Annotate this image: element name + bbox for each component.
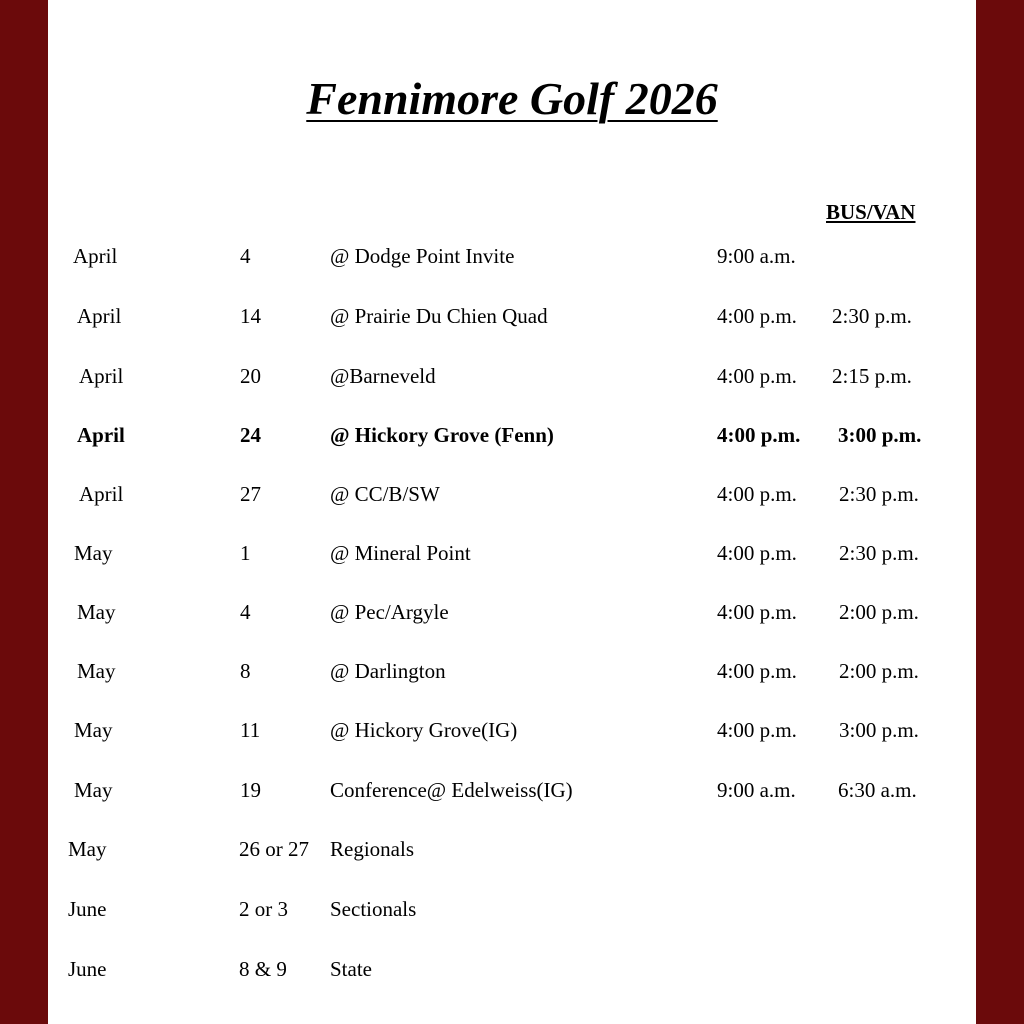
schedule-bus-time: 2:15 p.m. <box>832 364 912 388</box>
schedule-bus-time: 2:00 p.m. <box>839 600 919 624</box>
schedule-day: 20 <box>240 364 261 388</box>
schedule-event: @ CC/B/SW <box>330 482 440 506</box>
schedule-day: 24 <box>240 423 261 447</box>
schedule-row <box>0 775 1024 805</box>
schedule-bus-time: 2:30 p.m. <box>839 541 919 565</box>
schedule-month: April <box>73 244 118 268</box>
schedule-row <box>0 538 1024 568</box>
schedule-time: 4:00 p.m. <box>717 304 797 328</box>
schedule-day: 27 <box>240 482 261 506</box>
schedule-month: May <box>68 837 107 861</box>
schedule-time: 4:00 p.m. <box>717 423 801 447</box>
schedule-event: @ Mineral Point <box>330 541 471 565</box>
schedule-day: 4 <box>240 244 251 268</box>
schedule-event: Sectionals <box>330 897 417 921</box>
schedule-row <box>0 361 1024 391</box>
schedule-time: 4:00 p.m. <box>717 482 797 506</box>
schedule-row <box>0 301 1024 331</box>
schedule-month: May <box>77 600 116 624</box>
schedule-month: May <box>74 718 113 742</box>
schedule-time: 4:00 p.m. <box>717 718 797 742</box>
schedule-bus-time: 6:30 a.m. <box>838 778 917 802</box>
schedule-day: 19 <box>240 778 261 802</box>
schedule-row <box>0 656 1024 686</box>
schedule-month: April <box>79 482 124 506</box>
schedule-bus-time: 2:30 p.m. <box>832 304 912 328</box>
schedule-bus-time: 3:00 p.m. <box>839 718 919 742</box>
document-page <box>48 0 976 1024</box>
schedule-time: 4:00 p.m. <box>717 364 797 388</box>
schedule-event: Regionals <box>330 837 414 861</box>
schedule-row <box>0 479 1024 509</box>
schedule-event: State <box>330 957 372 981</box>
schedule-day: 14 <box>240 304 261 328</box>
schedule-row <box>0 834 1024 864</box>
schedule-event: @ Hickory Grove (Fenn) <box>330 423 554 447</box>
schedule-month: May <box>74 541 113 565</box>
schedule-row <box>0 420 1024 450</box>
schedule-day: 4 <box>240 600 251 624</box>
schedule-row <box>0 597 1024 627</box>
schedule-month: April <box>77 304 122 328</box>
schedule-event: @ Dodge Point Invite <box>330 244 515 268</box>
schedule-time: 9:00 a.m. <box>717 244 796 268</box>
schedule-row <box>0 241 1024 271</box>
schedule-day: 11 <box>240 718 261 742</box>
schedule-event: @ Darlington <box>330 659 446 683</box>
schedule-day: 1 <box>240 541 251 565</box>
schedule-time: 4:00 p.m. <box>717 541 797 565</box>
schedule-month: April <box>77 423 125 447</box>
schedule-row <box>0 715 1024 745</box>
schedule-bus-time: 2:30 p.m. <box>839 482 919 506</box>
schedule-event: @ Pec/Argyle <box>330 600 449 624</box>
schedule-month: April <box>79 364 124 388</box>
schedule-time: 4:00 p.m. <box>717 600 797 624</box>
schedule-time: 9:00 a.m. <box>717 778 796 802</box>
schedule-day: 26 or 27 <box>239 837 309 861</box>
schedule-month: May <box>77 659 116 683</box>
schedule-day: 8 <box>240 659 251 683</box>
bus-van-header: BUS/VAN <box>826 200 916 224</box>
schedule-event: @ Hickory Grove(IG) <box>330 718 518 742</box>
schedule-row <box>0 954 1024 984</box>
schedule-month: June <box>68 957 107 981</box>
schedule-day: 8 & 9 <box>239 957 287 981</box>
schedule-month: May <box>74 778 113 802</box>
schedule-day: 2 or 3 <box>239 897 288 921</box>
schedule-time: 4:00 p.m. <box>717 659 797 683</box>
page-title: Fennimore Golf 2026 <box>306 73 718 124</box>
schedule-bus-time: 2:00 p.m. <box>839 659 919 683</box>
schedule-month: June <box>68 897 107 921</box>
schedule-event: @Barneveld <box>330 364 436 388</box>
schedule-event: Conference@ Edelweiss(IG) <box>330 778 573 802</box>
schedule-bus-time: 3:00 p.m. <box>838 423 922 447</box>
schedule-event: @ Prairie Du Chien Quad <box>330 304 548 328</box>
schedule-row <box>0 894 1024 924</box>
